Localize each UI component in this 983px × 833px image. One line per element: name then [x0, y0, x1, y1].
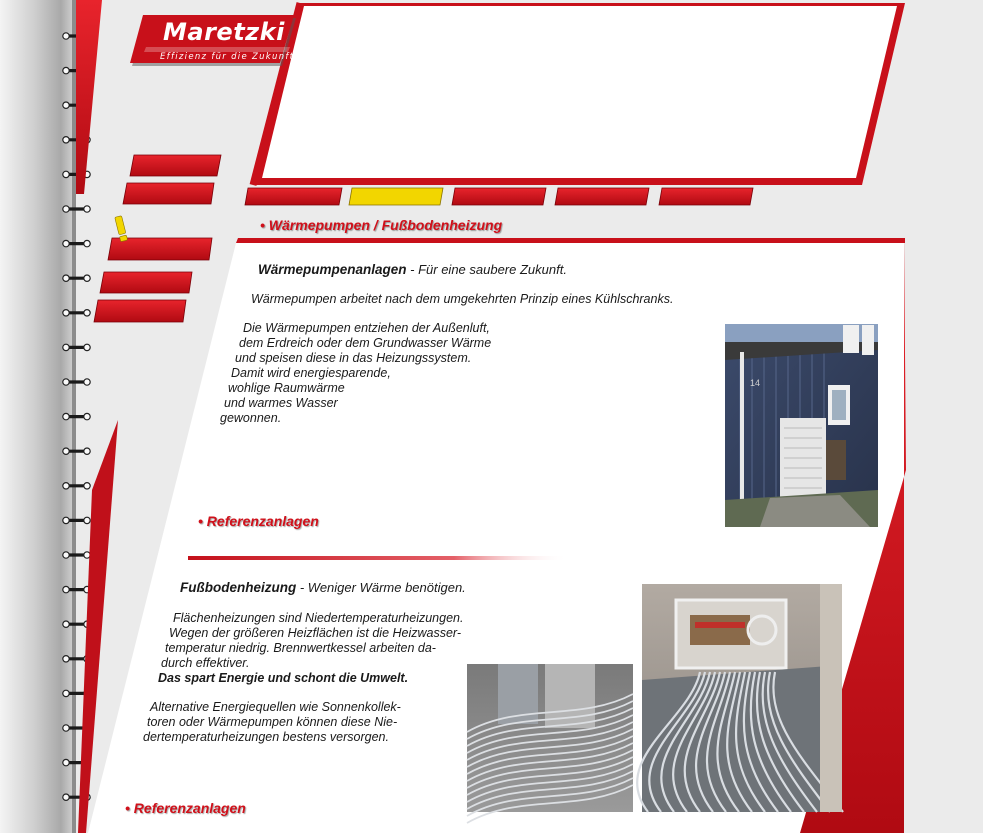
- heat-pump-subtitle: - Für eine saubere Zukunft.: [406, 262, 567, 277]
- floor-heating-line: durch effektiver.: [161, 656, 250, 670]
- floor-heating-emphasis: Das spart Energie und schont die Umwelt.: [158, 671, 409, 685]
- left-nav-button-4[interactable]: [100, 272, 192, 293]
- house-number: 14: [750, 378, 761, 388]
- left-nav-button-5[interactable]: [94, 300, 186, 322]
- heat-pump-line: Die Wärmepumpen entziehen der Außenluft,: [243, 321, 490, 335]
- brand-name: Maretzki: [163, 18, 285, 46]
- heat-pump-title: Wärmepumpenanlagen: [258, 262, 407, 277]
- floor-heating-line: dertemperaturheizungen bestens versorgen.: [143, 730, 389, 744]
- floor-heating-photo-manifold: [637, 584, 843, 812]
- floor-heating-line: temperatur niedrig. Brennwertkessel arbeiten da-: [165, 641, 436, 655]
- header-banner: [262, 6, 897, 178]
- section-heading: • Wärmepumpen / Fußbodenheizung: [260, 217, 503, 233]
- floor-heating-subtitle: - Weniger Wärme benötigen.: [296, 580, 466, 595]
- top-nav-tab-4[interactable]: [555, 188, 649, 205]
- heat-pump-reference-link[interactable]: • Referenzanlagen: [198, 513, 319, 529]
- floor-heating-line: Alternative Energiequellen wie Sonnenkollek-: [150, 700, 401, 714]
- heat-pump-line: wohlige Raumwärme: [228, 381, 345, 395]
- content-divider: [188, 556, 568, 560]
- floor-heating-title: Fußbodenheizung: [180, 580, 297, 595]
- left-nav-button-3[interactable]: [108, 238, 212, 260]
- floor-heating-photo-room: [467, 664, 633, 823]
- floor-heating-line: Wegen der größeren Heizflächen ist die Heizwasser-: [169, 626, 462, 640]
- heat-pump-intro: Wärmepumpen arbeitet nach dem umgekehrten Prinzip eines Kühlschranks.: [251, 292, 674, 306]
- section-divider: [236, 238, 905, 243]
- heat-pump-line: und speisen diese in das Heizungssystem.: [235, 351, 472, 365]
- heat-pump-title-line: [258, 262, 567, 277]
- heat-pump-line: und warmes Wasser: [224, 396, 338, 410]
- heat-pump-photo: [725, 324, 878, 527]
- heat-pump-line: Damit wird energiesparende,: [231, 366, 391, 380]
- top-nav-tab-2-active[interactable]: [349, 188, 443, 205]
- left-nav-button-2[interactable]: [123, 183, 214, 204]
- top-nav-tab-5[interactable]: [659, 188, 753, 205]
- floor-heating-line: toren oder Wärmepumpen können diese Nie-: [147, 715, 398, 729]
- heat-pump-line: gewonnen.: [220, 411, 282, 425]
- floor-heating-line: Flächenheizungen sind Niedertemperaturheizungen.: [173, 611, 464, 625]
- top-nav: [245, 188, 753, 205]
- brand-slogan: Effizienz für die Zukunft!: [160, 52, 300, 62]
- top-nav-tab-3[interactable]: [452, 188, 546, 205]
- floor-heating-title-line: [180, 580, 466, 595]
- left-nav-button-1[interactable]: [130, 155, 221, 176]
- heat-pump-line: dem Erdreich oder dem Grundwasser Wärme: [239, 336, 492, 350]
- top-nav-tab-1[interactable]: [245, 188, 342, 205]
- floor-heating-reference-link[interactable]: • Referenzanlagen: [125, 800, 246, 816]
